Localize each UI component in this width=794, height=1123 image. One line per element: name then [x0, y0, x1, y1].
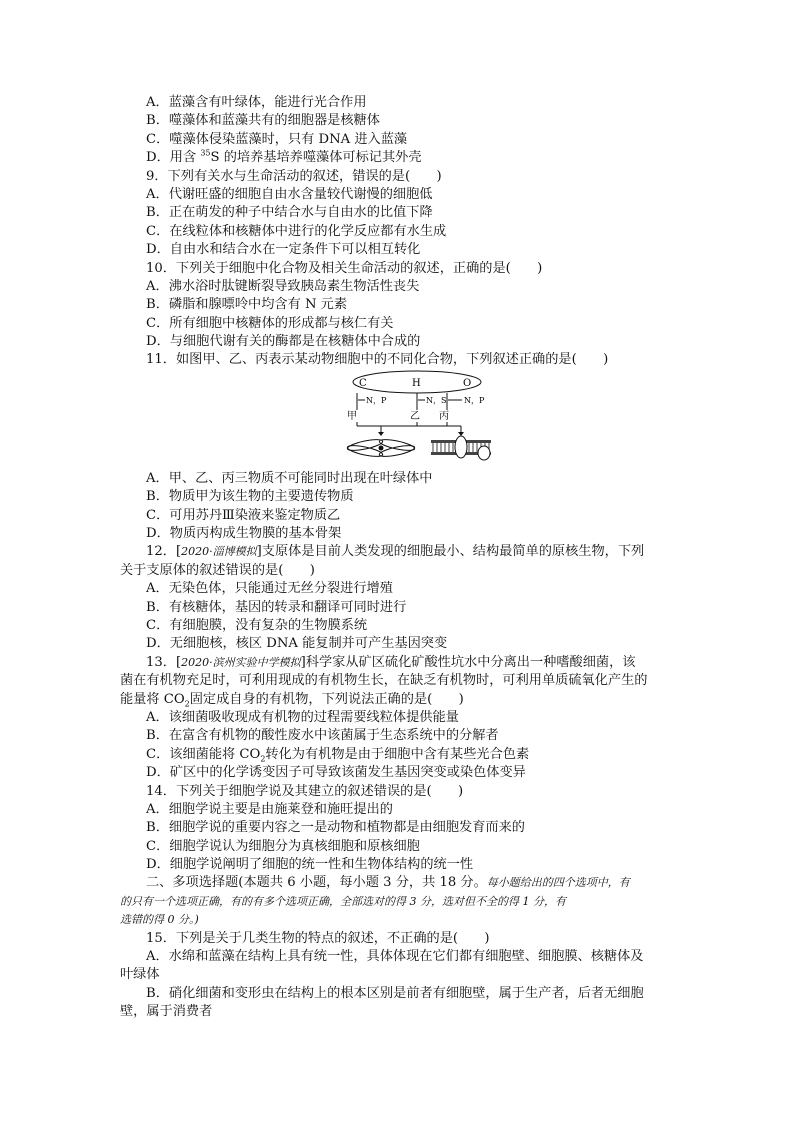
chromosome-icon: [347, 437, 416, 458]
label-bing: 丙: [439, 410, 449, 422]
q12-source: 2020·淄博模拟: [181, 545, 257, 559]
compound-diagram: [120, 370, 686, 470]
question-content: [120, 94, 686, 1022]
section2-rule-2: 的只有一个选项正确，有的有多个选项正确，全部选对的得 3 分，选对但不全的得 1 分，有: [120, 894, 566, 908]
q8-option-d: [120, 149, 686, 167]
q9-option-d: D．自由水和结合水在一定条件下可以相互转化: [146, 242, 421, 258]
q10-option-d: D．与细胞代谢有关的酶都是在核糖体中合成的: [146, 334, 421, 350]
q15-option-a-line1: A．水绵和蓝藻在结构上具有统一性，具体体现在它们都有细胞壁、细胞膜、核糖体及: [146, 949, 644, 965]
q13-option-c: [120, 746, 686, 764]
q14-option-b: B．细胞学说的重要内容之一是动物和植物都是由细胞发育而来的: [146, 820, 525, 836]
label-ns: N，S: [426, 395, 447, 405]
q8-option-c: C．噬藻体侵染蓝藻时，只有 DNA 进入蓝藻: [146, 131, 408, 147]
q14-option-c: C．细胞学说认为细胞分为真核细胞和原核细胞: [146, 838, 420, 854]
q11-option-d: D．物质丙构成生物膜的基本骨架: [146, 526, 342, 542]
q11-option-a: A．甲、乙、丙三物质不可能同时出现在叶绿体中: [146, 470, 433, 486]
q9-option-b: B．正在萌发的种子中结合水与自由水的比值下降: [146, 205, 433, 221]
q13-stem-line3: [120, 691, 686, 709]
q15-option-b-line2: 壁，属于消费者: [120, 1004, 213, 1020]
section2-header: [120, 874, 686, 892]
q13-option-b: B．在富含有机物的酸性废水中该菌属于生态系统中的分解者: [146, 728, 499, 744]
compound-diagram-svg: [335, 370, 505, 468]
q12-option-d: D．无细胞核，核区 DNA 能复制并可产生基因突变: [146, 636, 448, 652]
q13-stem-line2: 菌在有机物充足时，可利用现成的有机物生长，在缺乏有机物时，可利用单质硫氧化产生的: [120, 673, 648, 689]
label-jia: 甲: [347, 410, 357, 422]
q12-stem-line1: [120, 543, 686, 561]
q12-option-a: A．无染色体，只能通过无丝分裂进行增殖: [146, 581, 393, 597]
cell-membrane-icon: [431, 436, 491, 460]
q15-option-a-line2: 叶绿体: [120, 967, 160, 983]
q13-option-a: A．该细菌吸收现成有机物的过程需要线粒体提供能量: [146, 709, 459, 725]
q13-number: 13．[: [146, 654, 182, 670]
q15-stem: 15．下列是关于几类生物的特点的叙述，不正确的是( ): [146, 930, 490, 946]
q11-option-b: B．物质甲为该生物的主要遗传物质: [146, 489, 354, 505]
q12-stem-text: ]支原体是目前人类发现的细胞最小、结构最简单的原核生物，下列: [256, 544, 645, 560]
q13-source: 2020·滨州实验中学模拟: [181, 655, 301, 669]
label-yi: 乙: [410, 410, 420, 422]
q14-option-d: D．细胞学说阐明了细胞的统一性和生物体结构的统一性: [146, 857, 474, 873]
q10-stem: 10．下列关于细胞中化合物及相关生命活动的叙述，正确的是( ): [146, 260, 543, 276]
q9-option-c: C．在线粒体和核糖体中进行的化学反应都有水生成: [146, 223, 447, 239]
sulfur-isotope-superscript: 35: [200, 149, 211, 158]
q11-option-c: C．可用苏丹Ⅲ染液来鉴定物质乙: [146, 507, 341, 523]
q12-stem-line2: 关于支原体的叙述错误的是( ): [120, 562, 315, 578]
q12-option-b: B．有核糖体，基因的转录和翻译可同时进行: [146, 599, 407, 615]
q13-option-d: D．矿区中的化学诱变因子可导致该菌发生基因突变或染色体变异: [146, 765, 526, 781]
co2-subscript: 2: [260, 754, 266, 764]
co2-subscript: 2: [184, 699, 190, 709]
q10-option-b: B．磷脂和腺嘌呤中均含有 N 元素: [146, 297, 348, 313]
q8-option-a: A．蓝藻含有叶绿体，能进行光合作用: [146, 95, 367, 110]
q8-option-d-text: D．用含: [146, 150, 201, 166]
label-np-1: N，P: [366, 395, 387, 405]
section2-rule-1: 每小题给出的四个选项中，有: [486, 876, 630, 890]
q13-option-c-text: C．该细菌能将 CO: [146, 746, 261, 762]
q11-stem: 11．如图甲、乙、丙表示某动物细胞中的不同化合物，下列叙述正确的是( ): [146, 352, 609, 368]
q9-stem: 9．下列有关水与生命活动的叙述，错误的是( ): [146, 168, 442, 184]
q13-stem3-text-end: 固定成自身的有机物，下列说法正确的是( ): [189, 691, 464, 707]
q10-option-a: A．沸水浴时肽键断裂导致胰岛素生物活性丧失: [146, 278, 420, 294]
q9-option-a: A．代谢旺盛的细胞自由水含量较代谢慢的细胞低: [146, 186, 433, 202]
element-o: O: [463, 377, 472, 389]
q10-option-c: C．所有细胞中核糖体的形成都与核仁有关: [146, 315, 394, 331]
q13-stem-text: ]科学家从矿区硫化矿酸性坑水中分离出一种嗜酸细菌，该: [300, 654, 636, 670]
q12-number: 12．[: [146, 544, 182, 560]
q13-stem-line1: [120, 654, 686, 672]
label-np-2: N，P: [464, 395, 485, 405]
section2-rule-3: 选错的得 0 分。): [120, 913, 199, 927]
q14-stem: 14．下列关于细胞学说及其建立的叙述错误的是( ): [146, 783, 464, 799]
q13-stem3-text: 能量将 CO: [120, 691, 185, 707]
q14-option-a: A．细胞学说主要是由施莱登和施旺提出的: [146, 801, 393, 817]
q8-option-b: B．噬藻体和蓝藻共有的细胞器是核糖体: [146, 113, 380, 129]
q8-option-d-text-end: S 的培养基培养噬藻体可标记其外壳: [210, 150, 422, 166]
q12-option-c: C．有细胞膜，没有复杂的生物膜系统: [146, 617, 368, 633]
q13-option-c-text-end: 转化为有机物是由于细胞中含有某些光合色素: [265, 746, 530, 762]
q15-option-b-line1: B．硝化细菌和变形虫在结构上的根本区别是前者有细胞壁，属于生产者，后者无细胞: [146, 985, 644, 1001]
element-h: H: [412, 377, 421, 389]
element-c: C: [359, 377, 367, 389]
section2-title: 二、多项选择题(本题共 6 小题，每小题 3 分，共 18 分。: [146, 875, 487, 891]
